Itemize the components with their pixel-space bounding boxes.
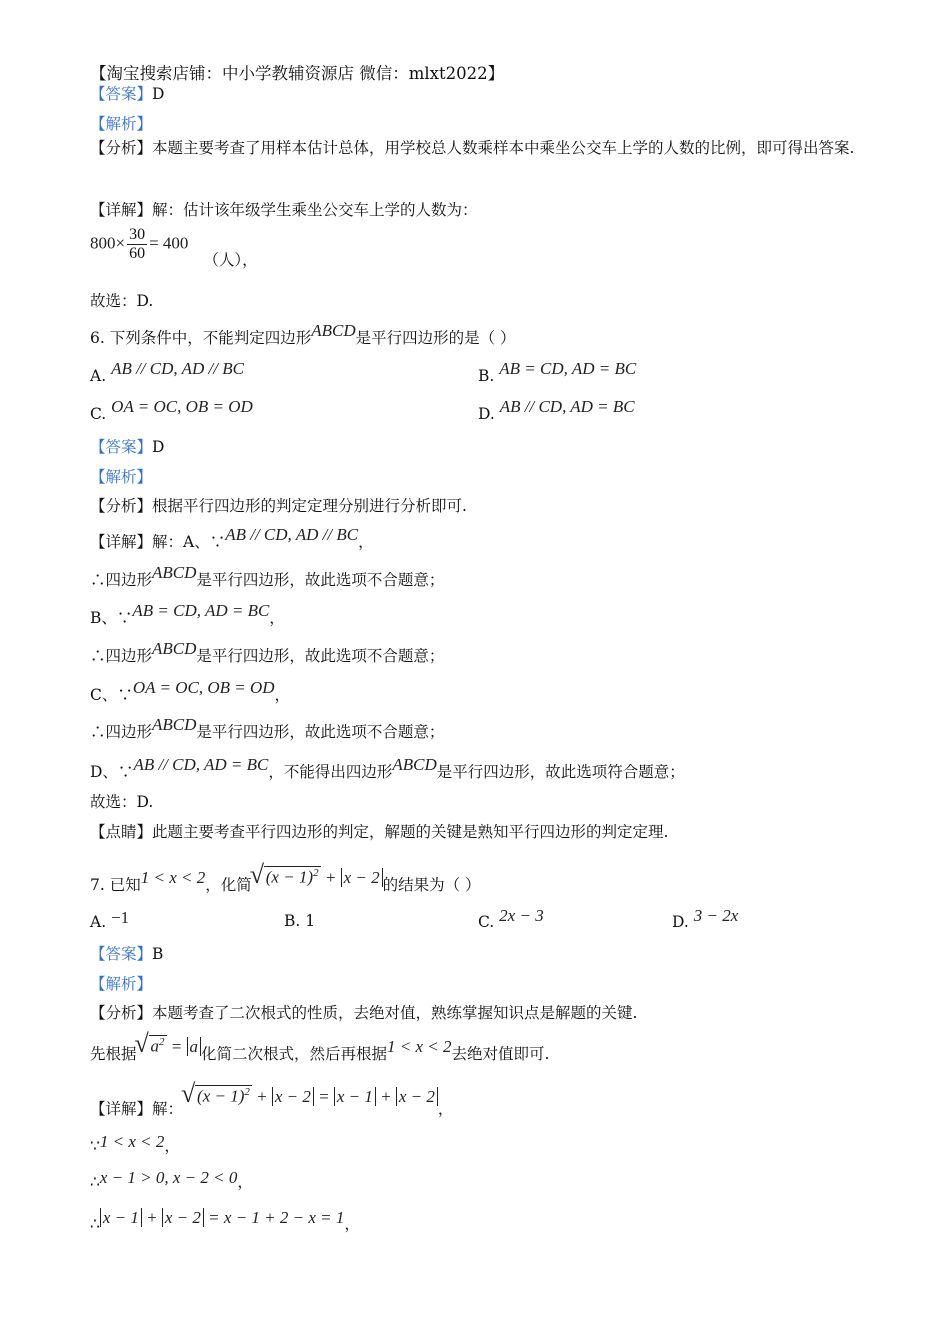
calc-denominator: 60	[129, 245, 146, 262]
detail-math: AB = CD, AD = BC	[132, 601, 270, 620]
option-label: A.	[90, 913, 107, 931]
detail-comma: ，	[274, 686, 291, 704]
q6-therefore-b	[90, 639, 445, 666]
step2-comma: ，	[237, 1173, 253, 1191]
q7-stem-pre: 7. 已知	[90, 876, 141, 894]
detail-pre: C、∵	[90, 686, 133, 704]
q6-detail-a	[90, 525, 374, 552]
detail-comma: ，	[269, 609, 285, 627]
q6-stem-post: 是平行四边形的是（ ）	[355, 329, 516, 347]
option-math: 1	[305, 912, 316, 930]
answer-tag: 【答案】	[90, 85, 153, 103]
fenxi-tag: 【分析】	[90, 139, 153, 157]
option-math: 2x − 3	[499, 906, 544, 925]
q6-option-c[interactable]	[90, 397, 253, 424]
detail-comma: ，	[358, 533, 374, 551]
option-math: −1	[111, 908, 130, 927]
option-label: B.	[478, 367, 495, 385]
option-math: 3 − 2x	[693, 906, 739, 925]
answer-tag: 【答案】	[90, 438, 153, 456]
first-mid: 化简二次根式，然后再根据	[201, 1045, 388, 1063]
option-label: C.	[478, 913, 495, 931]
detail-math: AB // CD, AD = BC	[133, 755, 269, 774]
quad-math: ABCD	[152, 639, 197, 658]
q5-conclusion: 故选：D.	[90, 292, 154, 310]
q7-option-a[interactable]	[90, 908, 130, 932]
option-math: AB // CD, AD // BC	[111, 359, 244, 378]
dianjing-tag: 【点睛】	[90, 823, 153, 841]
option-math: AB = CD, AD = BC	[499, 359, 637, 378]
q7-step1	[90, 1134, 180, 1156]
option-label: B.	[284, 912, 301, 930]
q7-stem-post: 的结果为（ ）	[382, 876, 481, 894]
detail-mid: ，不能得出四边形	[268, 763, 393, 781]
calc-left: 800×	[90, 233, 126, 253]
answer-value: D	[152, 438, 165, 456]
q6-detail-b	[90, 601, 285, 628]
q5-xiangjie	[90, 198, 478, 220]
q7-option-d[interactable]	[672, 906, 739, 932]
fenxi-text: 本题主要考查了用样本估计总体，用学校总人数乘样本中乘坐公交车上学的人数的比例，即可得出答案.	[152, 139, 855, 157]
answer-value: D	[152, 85, 165, 103]
q7-first	[90, 1036, 550, 1064]
q6-stem	[90, 321, 516, 348]
q7-stem-mid: ，化简	[205, 876, 252, 894]
xiangjie-text: 解：估计该年级学生乘坐公交车上学的人数为：	[152, 201, 478, 219]
option-math: OA = OC, OB = OD	[111, 397, 253, 416]
detail-comma: ，	[437, 1100, 454, 1118]
q6-stem-math: ABCD	[311, 321, 356, 340]
detail-post: 是平行四边形，故此选项符合题意；	[436, 763, 685, 781]
detail-pre: B、∵	[90, 609, 133, 627]
therefore-pre: ∴四边形	[90, 647, 153, 665]
q7-answer	[90, 942, 163, 964]
first-condition: 1 < x < 2	[387, 1037, 452, 1056]
q7-fenxi	[90, 1001, 637, 1023]
q5-calculation	[90, 226, 258, 269]
first-post: 去绝对值即可.	[451, 1045, 550, 1063]
q7-step3	[90, 1208, 360, 1234]
answer-tag: 【答案】	[90, 945, 153, 963]
q7-expression: √ $(x - 1)^2 + x - 2$	[252, 868, 383, 887]
q6-detail-c	[90, 678, 291, 705]
q6-jiexi: 【解析】	[90, 468, 153, 486]
q6-option-b[interactable]	[478, 359, 637, 386]
step3-result: = x − 1 + 2 − x = 1	[208, 1208, 345, 1227]
sqrt-identity: √ $a^2 = a$	[137, 1037, 201, 1056]
xiangjie-tag: 【详解】	[90, 201, 153, 219]
quad-math: ABCD	[152, 563, 197, 582]
first-pre: 先根据	[90, 1045, 137, 1063]
q7-option-b[interactable]	[284, 912, 315, 930]
q7-stem	[90, 867, 481, 895]
option-label: D.	[672, 913, 689, 931]
q5-answer	[90, 82, 164, 104]
fenxi-text: 本题考查了二次根式的性质，去绝对值，熟练掌握知识点是解题的关键.	[152, 1004, 638, 1022]
calc-right: = 400	[149, 233, 189, 253]
quad-math: ABCD	[152, 715, 197, 734]
step1-comma: ，	[164, 1137, 180, 1155]
q6-conclusion: 故选：D.	[90, 793, 154, 811]
therefore-symbol: ∴	[90, 1173, 100, 1191]
therefore-symbol: ∴	[90, 1215, 100, 1233]
q7-jiexi: 【解析】	[90, 975, 153, 993]
step3-comma: ，	[344, 1215, 360, 1233]
option-label: C.	[90, 405, 107, 423]
detail-math: AB // CD, AD // BC	[225, 525, 359, 544]
not-match-text: 是平行四边形，故此选项不合题意；	[196, 647, 445, 665]
quad-math: ABCD	[392, 755, 437, 774]
q6-answer	[90, 435, 164, 457]
fenxi-tag: 【分析】	[90, 1004, 153, 1022]
therefore-pre: ∴四边形	[90, 723, 153, 741]
calc-unit: （人），	[203, 250, 258, 269]
detail-math: OA = OC, OB = OD	[132, 678, 275, 697]
calc-fraction	[127, 226, 147, 263]
q7-detail	[90, 1086, 454, 1119]
detail-pre: 解：A、∵	[152, 533, 226, 551]
answer-value: B	[152, 945, 164, 963]
q5-jiexi: 【解析】	[90, 115, 153, 133]
header-banner: 【淘宝搜索店铺：中小学教辅资源店 微信：mlxt2022】	[90, 64, 505, 83]
step1-math: 1 < x < 2	[99, 1132, 165, 1151]
therefore-pre: ∴四边形	[90, 571, 153, 589]
fenxi-tag: 【分析】	[90, 497, 153, 515]
xiangjie-tag: 【详解】	[90, 533, 153, 551]
q6-stem-pre: 6. 下列条件中，不能判定四边形	[90, 329, 312, 347]
q6-detail-d	[90, 755, 685, 782]
not-match-text: 是平行四边形，故此选项不合题意；	[196, 723, 445, 741]
q5-fenxi	[90, 134, 862, 162]
xiangjie-text: 解：	[152, 1100, 184, 1118]
q6-option-d[interactable]	[478, 397, 635, 424]
xiangjie-tag: 【详解】	[90, 1100, 153, 1118]
step3-math: x − 1 + x − 2 = x − 1 + 2 − x = 1	[100, 1208, 345, 1227]
because-symbol: ∵	[90, 1137, 100, 1155]
q7-option-c[interactable]	[478, 906, 544, 932]
option-label: D.	[478, 405, 495, 423]
q6-therefore-c	[90, 715, 445, 742]
calc-numerator: 30	[129, 226, 146, 243]
step2-math: x − 1 > 0, x − 2 < 0	[99, 1168, 238, 1187]
q7-step2	[90, 1170, 253, 1192]
option-math: AB // CD, AD = BC	[499, 397, 635, 416]
fenxi-text: 根据平行四边形的判定定理分别进行分析即可.	[152, 497, 467, 515]
q6-therefore-a	[90, 563, 445, 590]
not-match-text: 是平行四边形，故此选项不合题意；	[196, 571, 445, 589]
q6-fenxi	[90, 494, 467, 516]
option-label: A.	[90, 367, 107, 385]
detail-equation: √ $(x - 1)^2 + x - 2 = x - 1 + x - 2$	[183, 1087, 438, 1106]
detail-pre: D、∵	[90, 763, 134, 781]
q6-option-a[interactable]	[90, 359, 244, 386]
q7-condition: 1 < x < 2	[140, 868, 206, 887]
dianjing-text: 此题主要考查平行四边形的判定，解题的关键是熟知平行四边形的判定定理.	[152, 823, 669, 841]
q6-dianjing	[90, 820, 668, 842]
